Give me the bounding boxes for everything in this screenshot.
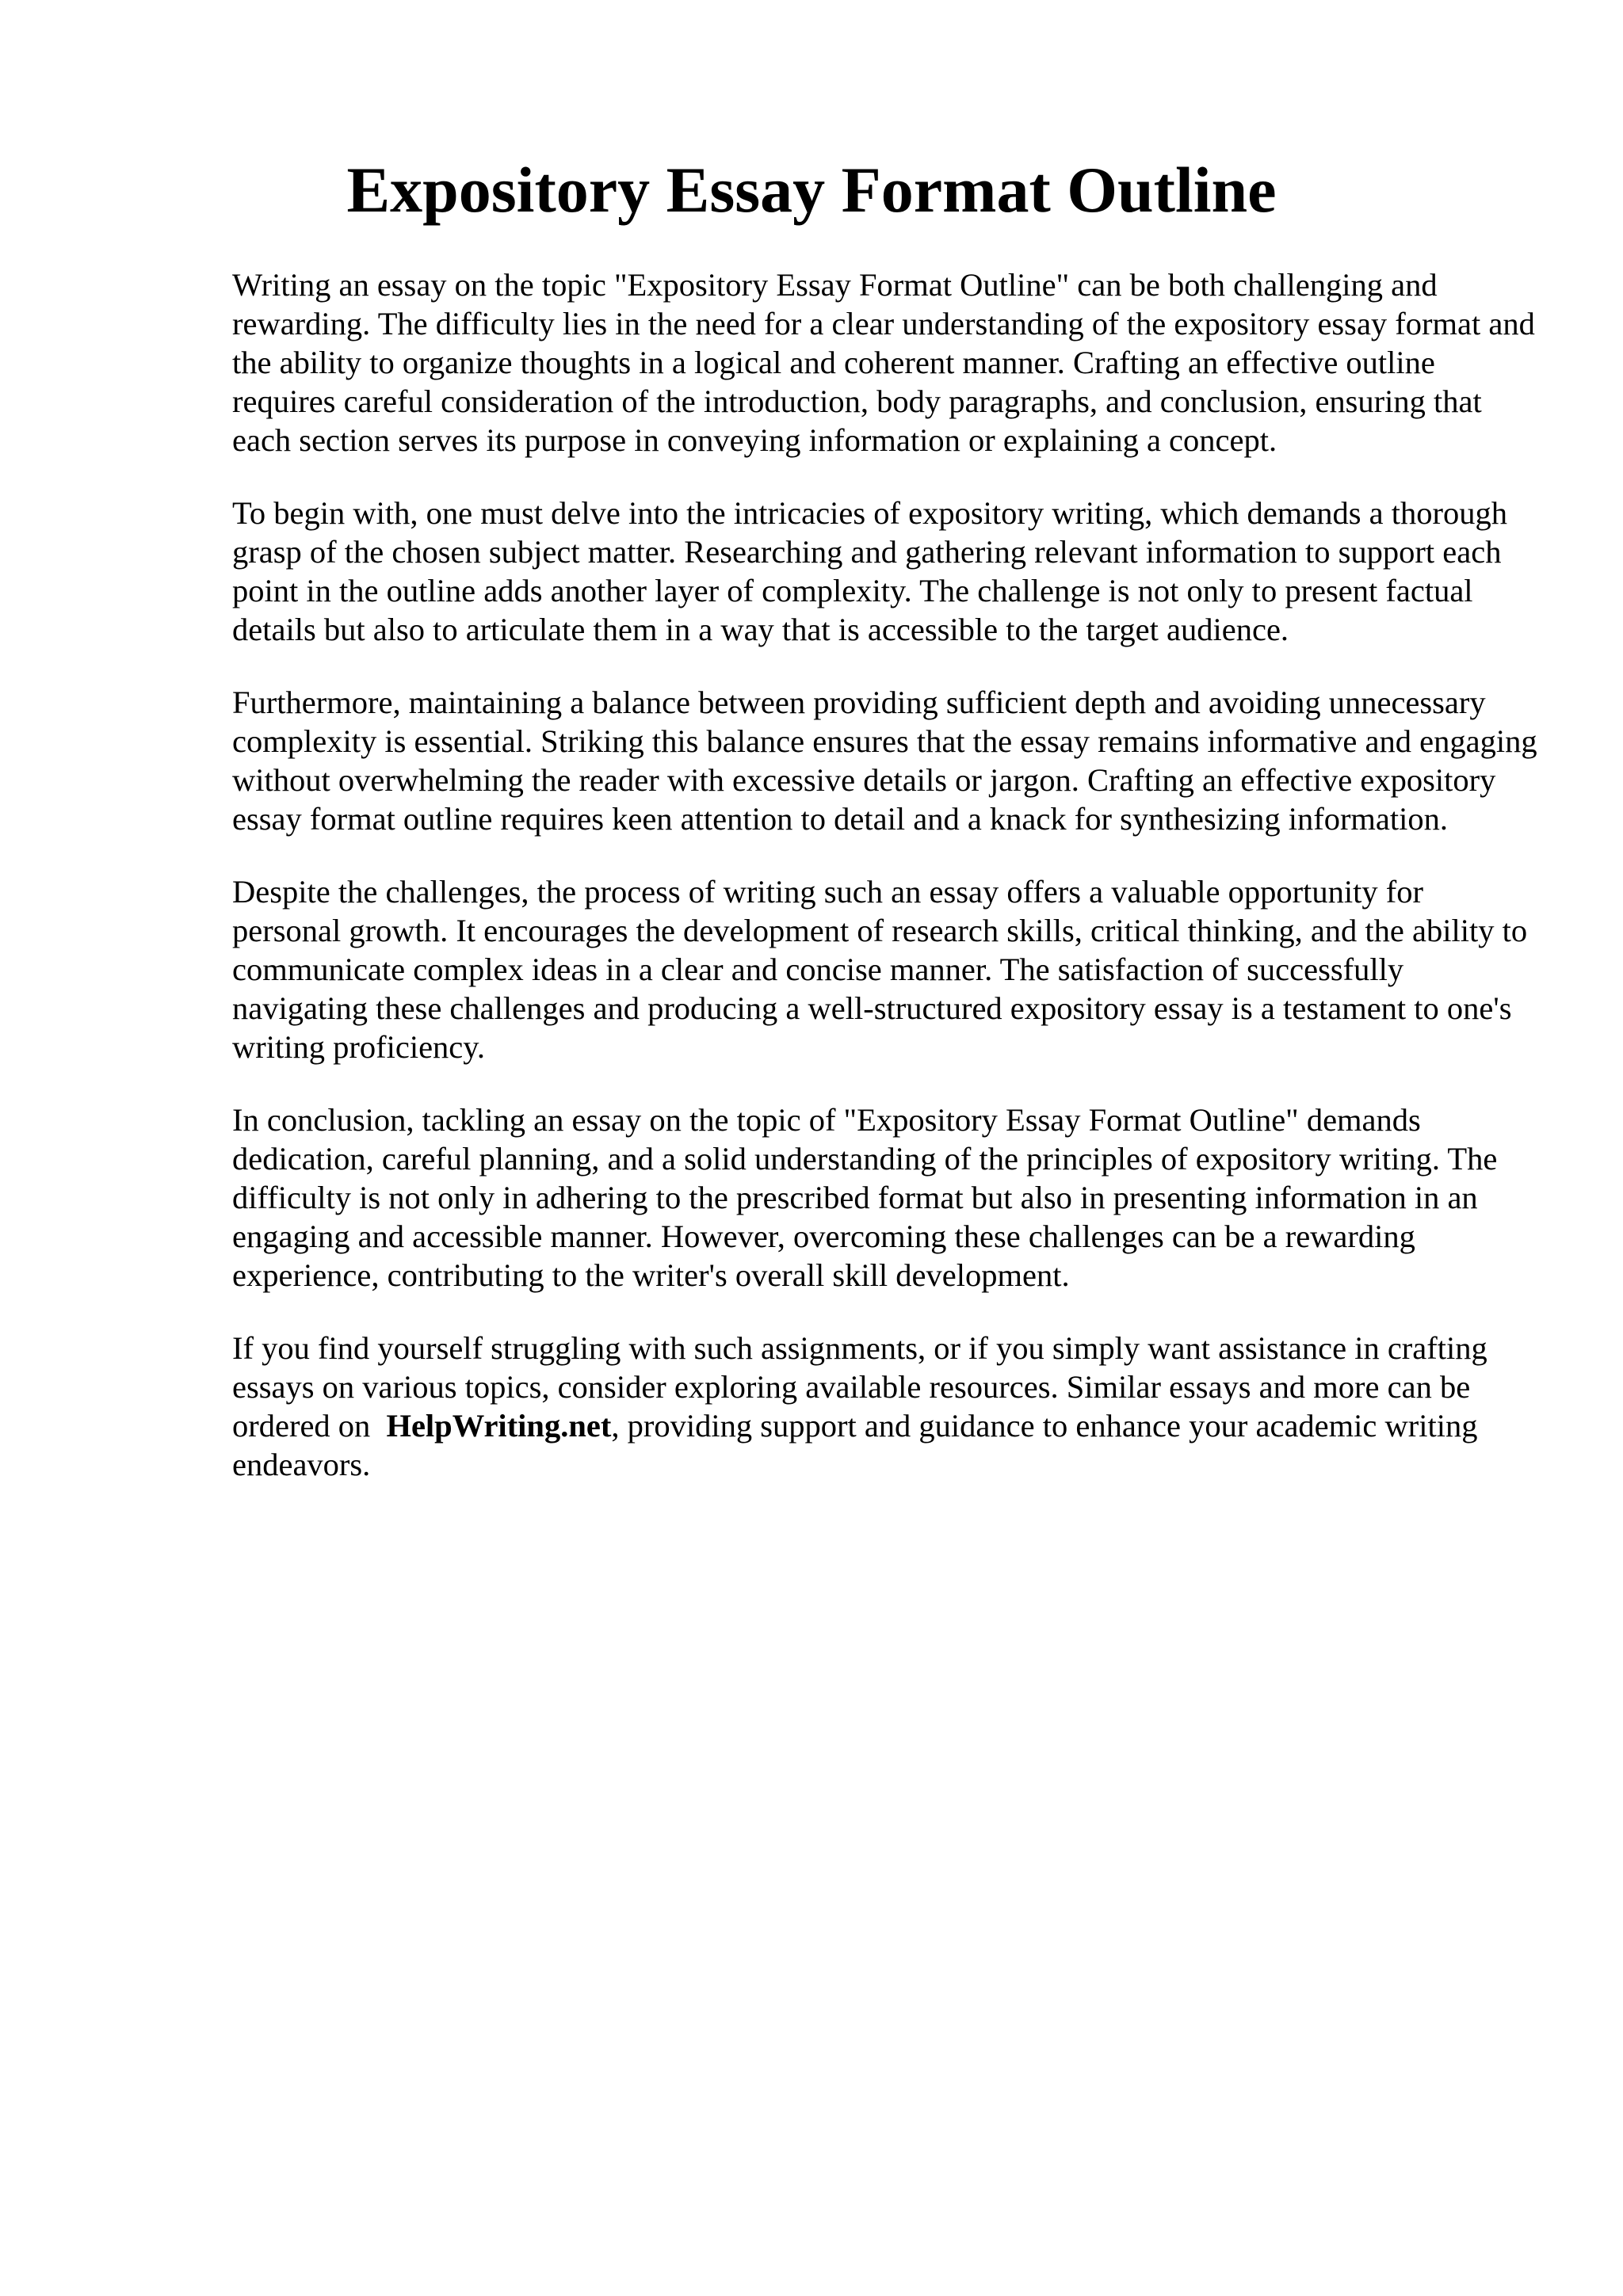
closing-text-before: If you find yourself struggling with such assignments, or if you simply want assistance in crafting essays on various topics, consider exploring available resources. Similar essays and more can be ordered on (232, 1330, 1487, 1444)
essay-body (232, 265, 1540, 1518)
closing-text-after: , providing support and guidance to enhance your academic writing endeavors. (232, 1408, 1478, 1482)
closing-paragraph (232, 1329, 1540, 1484)
page-title: Expository Essay Format Outline (346, 154, 1277, 226)
paragraph-4: Despite the challenges, the process of writing such an essay offers a valuable opportunity for personal growth. It encourages the development of research skills, critical thinking, and the ability to communicate complex ideas in a clear and concise manner. The satisfaction of successfully navigating these challenges and producing a well-structured expository essay is a testament to one's writing proficiency. (232, 874, 1528, 1065)
paragraph-2: To begin with, one must delve into the intricacies of expository writing, which demands a thorough grasp of the chosen subject matter. Researching and gathering relevant information to support each point in the outline adds another layer of complexity. The challenge is not only to present factual details but also to articulate them in a way that is accessible to the target audience. (232, 495, 1507, 647)
paragraph-3: Furthermore, maintaining a balance between providing sufficient depth and avoiding unnecessary complexity is essential. Striking this balance ensures that the essay remains informative and engaging without overwhelming the reader with excessive details or jargon. Crafting an effective expository essay format outline requires keen attention to detail and a knack for synthesizing information. (232, 685, 1537, 837)
paragraph-5: In conclusion, tackling an essay on the topic of "Expository Essay Format Outline" demands dedication, careful planning, and a solid understanding of the principles of expository writing. The difficulty is not only in adhering to the prescribed format but also in presenting information in an engaging and accessible manner. However, overcoming these challenges can be a rewarding experience, contributing to the writer's overall skill development. (232, 1102, 1498, 1293)
brand-name: HelpWriting.net (386, 1408, 612, 1444)
paragraph-1: Writing an essay on the topic "Expository Essay Format Outline" can be both challenging and rewarding. The difficulty lies in the need for a clear understanding of the expository essay format and the ability to organize thoughts in a logical and coherent manner. Crafting an effective outline requires careful consideration of the introduction, body paragraphs, and conclusion, ensuring that each section serves its purpose in conveying information or explaining a concept. (232, 267, 1535, 458)
